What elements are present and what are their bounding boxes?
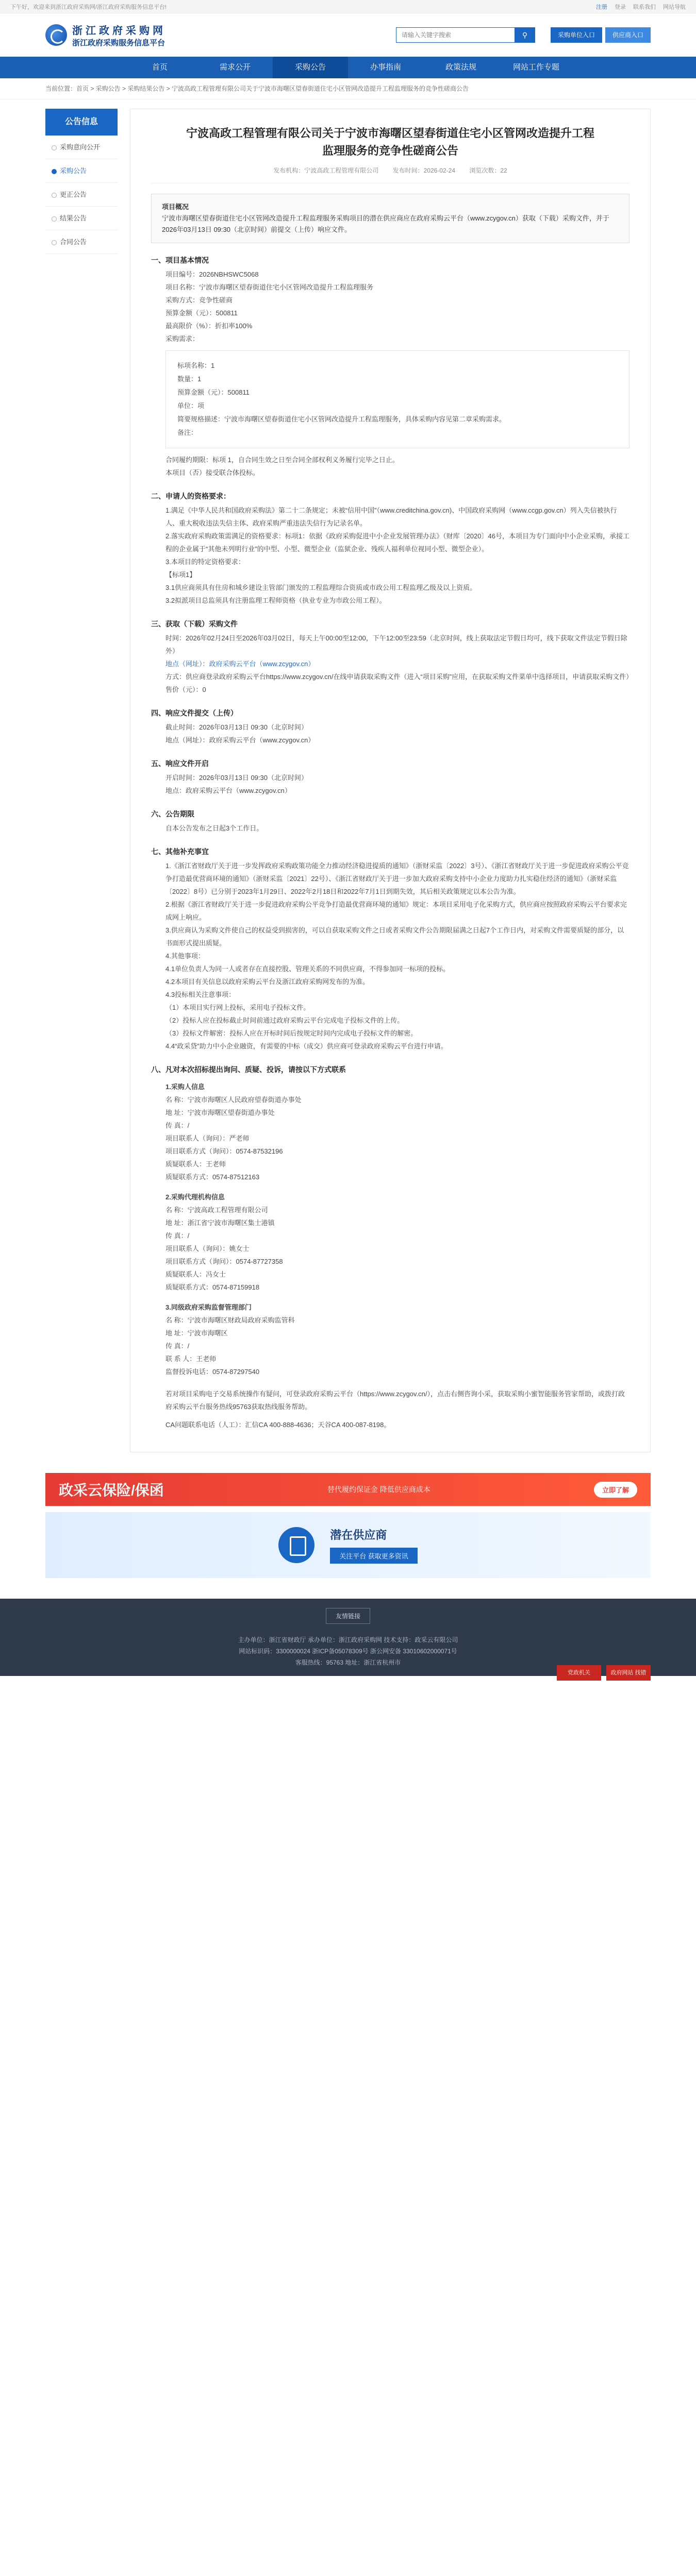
- contact-line: 质疑联系人：冯女士: [165, 1270, 226, 1278]
- contact-line: 质疑联系人：王老师: [165, 1160, 226, 1168]
- section-heading: 二、申请人的资格要求：: [151, 492, 230, 500]
- follow-platform-button[interactable]: 关注平台 获取更多资讯: [330, 1548, 418, 1564]
- site-footer: [0, 1599, 696, 1676]
- info-line: 采购需求：: [165, 335, 200, 343]
- sidebar-item-correction[interactable]: 更正公告: [45, 183, 118, 207]
- paragraph: 开启时间：2026年03月13日 09:30（北京时间）: [165, 774, 308, 782]
- contact-group-title: 2.采购代理机构信息: [165, 1193, 225, 1201]
- sidebar: [45, 109, 118, 1452]
- friend-links-button[interactable]: 友情链接: [326, 1608, 370, 1624]
- paragraph: 截止时间：2026年03月13日 09:30（北京时间）: [165, 723, 308, 731]
- document-icon: [278, 1527, 314, 1563]
- banner-title: 政采云保险/保函: [59, 1482, 164, 1498]
- paragraph: 3.1供应商须具有住房和城乡建设主管部门颁发的工程监理综合资质或市政公用工程监理乙级及以上资质。: [165, 584, 477, 591]
- nav-home[interactable]: 首页: [152, 63, 168, 72]
- contact-line: 传 真：/: [165, 1122, 190, 1129]
- insurance-banner[interactable]: [45, 1473, 651, 1506]
- section-closing: [151, 1387, 629, 1431]
- info-line: 合同履约期限：标项 1，自合同生效之日至合同全部权利义务履行完毕之日止。: [165, 456, 399, 464]
- site-header: [0, 13, 696, 57]
- notice-content: [130, 109, 651, 1452]
- login-link[interactable]: 登录: [615, 4, 626, 10]
- contact-line: 项目联系人（询问）：严老师: [165, 1134, 250, 1142]
- lot-line: 预算金额（元）：500811: [177, 388, 250, 396]
- contact-line: 传 真：/: [165, 1232, 190, 1240]
- contact-line: 名 称：宁波高政工程管理有限公司: [165, 1206, 268, 1214]
- sidebar-item-intent[interactable]: 采购意向公开: [45, 135, 118, 159]
- contact-line: 地 址：宁波市海曙区: [165, 1329, 228, 1337]
- nav-announcements[interactable]: 采购公告: [273, 57, 348, 78]
- view-count: 浏览次数：22: [469, 167, 507, 174]
- footer-line: 网站标识码：3300000024 浙ICP备05078309号 浙公网安备 33010602000071号: [239, 1648, 457, 1655]
- section-heading: 六、公告期限: [151, 810, 194, 818]
- logo-title: 浙江政府采购网: [72, 25, 166, 37]
- register-link[interactable]: 注册: [596, 4, 607, 10]
- contact-group-title: 3.同级政府采购监督管理部门: [165, 1303, 252, 1311]
- paragraph: CA问题联系电话（人工）：汇信CA 400-888-4636；天谷CA 400-087-8198。: [165, 1421, 391, 1429]
- section-heading: 五、响应文件开启: [151, 759, 209, 768]
- notice-meta: [151, 166, 629, 183]
- search-icon: ⚲: [522, 30, 528, 39]
- paragraph: （1）本项目实行网上投标，采用电子投标文件。: [165, 1004, 310, 1011]
- section-opening: [151, 756, 629, 797]
- nav-guide[interactable]: 办事指南: [370, 63, 401, 72]
- sidebar-item-contract[interactable]: 合同公告: [45, 230, 118, 254]
- contact-line: 项目联系人（询问）：姚女士: [165, 1245, 250, 1252]
- paragraph: 售价（元）：0: [165, 686, 206, 693]
- overview-title: 项目概况: [162, 203, 189, 211]
- contact-line: 项目联系方式（询问）：0574-87532196: [165, 1147, 283, 1155]
- publisher: 发布机构：宁波高政工程管理有限公司: [273, 167, 379, 174]
- search-box: [396, 27, 535, 43]
- contact-line: 传 真：/: [165, 1342, 190, 1350]
- paragraph: 时间：2026年02月24日至2026年03月02日，每天上午00:00至12:00，下午12:00至23:59（北京时间，线上获取法定节假日均可，线下获取文件法定节假日除外）: [165, 634, 627, 655]
- breadcrumb[interactable]: 当前位置：首页 > 采购公告 > 采购结果公告 > 宁波高政工程管理有限公司关于宁波市海曙区望春街道住宅小区管网改造提升工程监理服务的竞争性磋商公告: [45, 85, 469, 92]
- paragraph: 4.其他事项：: [165, 952, 205, 960]
- section-heading: 四、响应文件提交（上传）: [151, 709, 238, 717]
- contact-line: 名 称：宁波市海曙区财政局政府采购监管科: [165, 1316, 295, 1324]
- site-logo[interactable]: [45, 22, 166, 48]
- paragraph: （3）投标文件解密：投标人应在开标时间后按规定时间内完成电子投标文件的解密。: [165, 1029, 418, 1037]
- paragraph: 4.4“政采贷”助力中小企业融资，有需要的中标（成交）供应商可登录政府采购云平台进行申请。: [165, 1042, 448, 1050]
- contact-group-title: 1.采购人信息: [165, 1083, 205, 1091]
- paragraph: 3.供应商认为采购文件使自己的权益受到损害的，可以自获取采购文件之日或者采购文件公告期限届满之日起7个工作日内，对采购文件需要质疑的部分，以书面形式提出质疑。: [165, 926, 624, 947]
- contact-line: 联 系 人：王老师: [165, 1355, 217, 1363]
- supplier-entry-button[interactable]: 供应商入口: [605, 27, 651, 43]
- info-line: 本项目（否）接受联合体投标。: [165, 469, 260, 477]
- paragraph: 方式：供应商登录政府采购云平台https://www.zcygov.cn/在线申请获取采购文件（进入“项目采购”应用，在获取采购文件菜单中选择项目，申请获取采购文件）: [165, 673, 633, 681]
- contact-line: 地 址：浙江省宁波市海曙区集士港镇: [165, 1219, 275, 1227]
- paragraph: 3.本项目的特定资格要求：: [165, 558, 245, 566]
- section-heading: 七、其他补充事宜: [151, 848, 209, 856]
- sidebar-item-result[interactable]: 结果公告: [45, 207, 118, 230]
- banner2-title: 潜在供应商: [330, 1529, 387, 1541]
- paragraph: （2）投标人应在投标截止时间前通过政府采购云平台完成电子投标文件的上传。: [165, 1016, 404, 1024]
- info-line: 最高限价（%）：折扣率100%: [165, 322, 253, 330]
- logo-subtitle: 浙江政府采购服务信息平台: [72, 39, 165, 47]
- section-qualification: [151, 488, 629, 607]
- welcome-text: 下午好，欢迎来到浙江政府采购网/浙江政府采购服务信息平台!: [10, 4, 167, 10]
- paragraph: 1.《浙江省财政厅关于进一步发挥政府采购政策功能全力推动经济稳进提质的通知》（浙财采监〔2022〕3号）、《浙江省财政厅关于进一步促进政府采购公平竞争打造最优营商环境的通知》（浙财采监〔2021〕22号）、《浙江省财政厅关于进一步加大政府采购支持中小企业力度助力扎实稳住经济的通知》（浙财采监〔2022〕8号）已分别于2023年1月29日、2022年2月18日和2022年7月1日到期失效，其后相关政策规定以本公告为准。: [165, 862, 629, 895]
- paragraph: 【标项1】: [165, 571, 196, 579]
- project-overview-box: [151, 194, 629, 243]
- info-line: 项目名称：宁波市海曙区望春街道住宅小区管网改造提升工程监理服务: [165, 283, 374, 291]
- lot-line: 备注：: [177, 429, 198, 436]
- paragraph: 4.1单位负责人为同一人或者存在直接控股、管理关系的不同供应商，不得参加同一标项的投标。: [165, 965, 450, 973]
- notice-title: 宁波高政工程管理有限公司关于宁波市海曙区望春街道住宅小区管网改造提升工程监理服务的竞争性磋商公告: [186, 127, 594, 157]
- nav-policy[interactable]: 政策法规: [445, 63, 476, 72]
- lot-line: 标项名称：1: [177, 362, 215, 369]
- banner-subtitle: 替代履约保证金 降低供应商成本: [327, 1485, 430, 1494]
- sidebar-item-procurement[interactable]: 采购公告: [45, 159, 118, 183]
- lot-line: 简要规格描述：宁波市海曙区望春街道住宅小区管网改造提升工程监理服务，具体采购内容见第二章采购需求。: [177, 415, 506, 423]
- nav-topics[interactable]: 网站工作专题: [512, 63, 559, 72]
- contact-line: 质疑联系方式：0574-87159918: [165, 1283, 260, 1291]
- overview-text: 宁波市海曙区望春街道住宅小区管网改造提升工程监理服务采购项目的潜在供应商应在政府采购云平台（www.zcygov.cn）获取（下载）采购文件，并于2026年03月13日 09:30（北京时间）前提交（上传）响应文件。: [162, 214, 609, 233]
- paragraph: 地点：政府采购云平台（www.zcygov.cn）: [165, 787, 291, 794]
- paragraph: 4.3投标相关注意事项：: [165, 991, 236, 998]
- gov-org-badge[interactable]: 党政机关: [557, 1665, 601, 1681]
- paragraph: 3.2拟派项目总监须具有注册监理工程师资格（执业专业为市政公用工程）。: [165, 597, 386, 604]
- purchaser-entry-button[interactable]: 采购单位入口: [551, 27, 602, 43]
- section-obtain-docs: [151, 616, 633, 696]
- nav-demand[interactable]: 需求公开: [219, 63, 251, 72]
- section-contacts: [151, 1062, 629, 1378]
- paragraph: 地点（网址）：政府采购云平台（www.zcygov.cn）: [165, 736, 315, 744]
- section-period: [151, 806, 629, 835]
- supplier-banner[interactable]: [45, 1512, 651, 1578]
- paragraph: 2.落实政府采购政策需满足的资格要求：标项1：依据《政府采购促进中小企业发展管理办法》（财库〔2020〕46号，本项目为专门面向中小企业采购，承接工程的企业属于“其他未列明行业”的中型、小型、微型企业（监狱企业、残疾人福利单位视同小型、微型企业）。: [165, 532, 629, 553]
- paragraph: 自本公告发布之日起3个工作日。: [165, 824, 263, 832]
- lot-line: 单位：项: [177, 402, 205, 410]
- section-basic-info: [151, 252, 629, 479]
- site-map-link[interactable]: 网站导航: [663, 4, 686, 10]
- info-line: 预算金额（元）：500811: [165, 309, 238, 317]
- paragraph: 若对项目采购电子交易系统操作有疑问，可登录政府采购云平台（https://www.zcygov.cn/），点击右侧咨询小采，获取采购小蜜智能服务管家帮助，或拨打政府采购云平台服务热线95763获取热线服务帮助。: [165, 1390, 625, 1411]
- sidebar-title: 公告信息: [45, 109, 118, 135]
- section-submission: [151, 705, 629, 747]
- footer-line: 主办单位：浙江省财政厅 承办单位：浙江政府采购网 技术支持：政采云有限公司: [238, 1636, 458, 1643]
- gov-site-error-badge[interactable]: 政府网站 找错: [606, 1665, 651, 1681]
- paragraph: 4.2本项目有关信息以政府采购云平台及浙江政府采购网发布的为准。: [165, 978, 370, 986]
- paragraph: 2.根据《浙江省财政厅关于进一步促进政府采购公平竞争打造最优营商环境的通知》规定：本项目采用电子化采购方式，供应商应按照政府采购云平台要求完成网上响应。: [165, 901, 627, 921]
- search-input[interactable]: [396, 27, 515, 43]
- search-button[interactable]: [515, 27, 535, 43]
- footer-line: 客服热线：95763 地址：浙江省杭州市: [295, 1659, 401, 1666]
- lot-line: 数量：1: [177, 375, 202, 383]
- learn-more-button[interactable]: 立即了解: [594, 1482, 637, 1498]
- logo-emblem-icon: [45, 24, 67, 46]
- contact-line: 名 称：宁波市海曙区人民政府望春街道办事处: [165, 1096, 302, 1104]
- info-line: 采购方式：竞争性磋商: [165, 296, 233, 304]
- section-heading: 一、项目基本情况: [151, 256, 209, 264]
- top-bar: [0, 0, 696, 13]
- main-nav: [0, 57, 696, 78]
- contact-line: 质疑联系方式：0574-87512163: [165, 1173, 260, 1181]
- top-links: [596, 3, 686, 11]
- contact-link[interactable]: 联系我们: [633, 4, 656, 10]
- section-heading: 八、凡对本次招标提出询问、质疑、投诉，请按以下方式联系: [151, 1065, 346, 1074]
- section-other: [151, 844, 629, 1053]
- main-area: [0, 109, 696, 1452]
- contact-line: 监督投诉电话：0574-87297540: [165, 1368, 260, 1376]
- contact-line: 地 址：宁波市海曙区望春街道办事处: [165, 1109, 275, 1116]
- publish-date: 发布时间：2026-02-24: [392, 167, 456, 174]
- platform-link[interactable]: 地点（网址）：政府采购云平台（www.zcygov.cn）: [165, 660, 315, 668]
- contact-line: 项目联系方式（询问）：0574-87727358: [165, 1258, 283, 1265]
- section-heading: 三、获取（下载）采购文件: [151, 620, 238, 628]
- paragraph: 1.满足《中华人民共和国政府采购法》第二十二条规定；未被“信用中国”（www.creditchina.gov.cn)、中国政府采购网（www.ccgp.gov.cn）列入失信被执行人、重大税收违法失信主体、政府采购严重违法失信行为记录名单。: [165, 506, 617, 527]
- lot-box: [165, 350, 629, 448]
- info-line: 项目编号：2026NBHSWC5068: [165, 270, 259, 278]
